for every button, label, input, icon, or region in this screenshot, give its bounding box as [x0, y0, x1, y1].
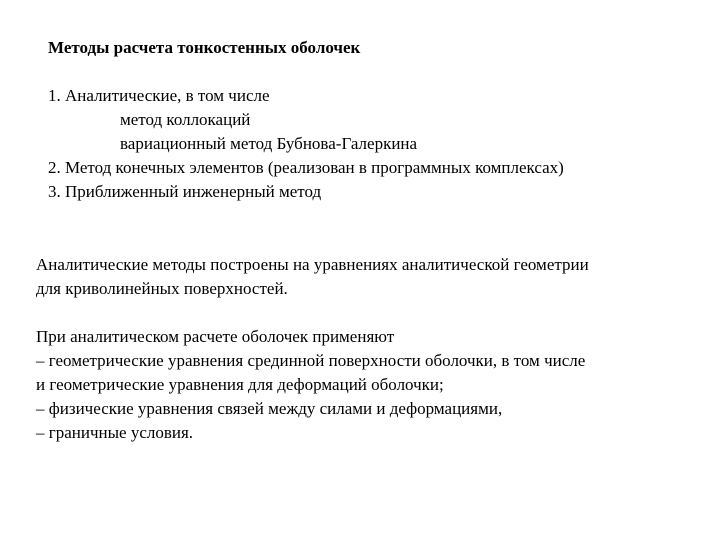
paragraph-line: Аналитические методы построены на уравнениях аналитической геометрии — [36, 255, 589, 274]
paragraph-line: для криволинейных поверхностей. — [36, 279, 288, 298]
method-subitem-bubnov-galerkin: вариационный метод Бубнова-Галеркина — [120, 134, 418, 153]
paragraph-analytical-basis — [36, 253, 706, 301]
methods-block — [48, 36, 688, 204]
paragraph-line: При аналитическом расчете оболочек применяют — [36, 327, 395, 346]
method-item-analytical: 1. Аналитические, в том числе — [48, 86, 270, 105]
paragraph-applied-equations — [36, 325, 706, 445]
method-item-fem: 2. Метод конечных элементов (реализован в программных комплексах) — [48, 158, 564, 177]
list-item: – геометрические уравнения срединной поверхности оболочки, в том числе — [36, 351, 586, 370]
list-item-continuation: и геометрические уравнения для деформаций оболочки; — [36, 375, 444, 394]
method-subitem-collocation: метод коллокаций — [120, 110, 251, 129]
list-item: – граничные условия. — [36, 423, 194, 442]
method-item-engineering: 3. Приближенный инженерный метод — [48, 182, 322, 201]
description-block — [36, 253, 706, 469]
list-item: – физические уравнения связей между силами и деформациями, — [36, 399, 503, 418]
slide-title: Методы расчета тонкостенных оболочек — [48, 38, 361, 57]
